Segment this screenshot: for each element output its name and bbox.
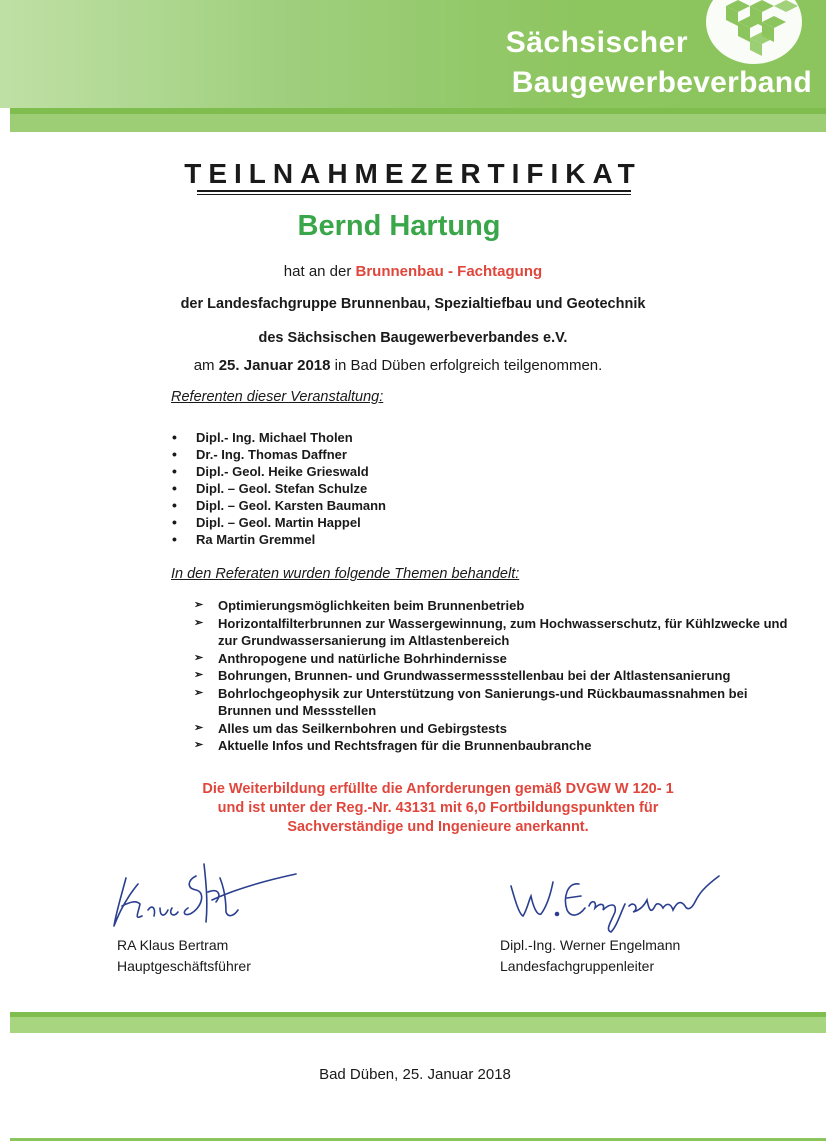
date-prefix: am xyxy=(193,357,219,374)
list-item: • Dipl.- Geol. Heike Grieswald xyxy=(172,463,386,480)
accreditation-note xyxy=(0,780,826,837)
signatory-right-name: Dipl.-Ing. Werner Engelmann xyxy=(500,937,681,953)
org-name-line1: Sächsischer xyxy=(505,26,688,59)
footer-stripe-light xyxy=(10,1017,826,1033)
list-item: ➢ Anthropogene und natürliche Bohrhindernisse xyxy=(194,650,794,668)
title-underline xyxy=(197,190,631,192)
organizer-line: der Landesfachgruppe Brunnenbau, Spezialtiefbau und Geotechnik xyxy=(180,296,646,312)
intro-prefix: hat an der xyxy=(283,263,356,280)
footer-rule xyxy=(10,1138,826,1141)
accreditation-line3: Sachverständige und Ingenieure anerkannt. xyxy=(287,819,589,835)
signature-left xyxy=(108,858,298,938)
cube-pattern-logo-icon xyxy=(704,0,804,64)
list-item: ➢ Bohrlochgeophysik zur Unterstützung von Sanierungs-und Rückbaumassnahmen bei Brunnen und Messstellen xyxy=(194,685,794,720)
signatory-right xyxy=(500,935,680,977)
signatory-left-role: Hauptgeschäftsführer xyxy=(117,958,251,974)
list-item: • Dipl. – Geol. Martin Happel xyxy=(172,514,386,531)
list-item: ➢ Aktuelle Infos und Rechtsfragen für die Brunnenbaubranche xyxy=(194,737,794,755)
event-name: Brunnenbau - Fachtagung xyxy=(355,263,543,280)
list-item: • Dipl. – Geol. Stefan Schulze xyxy=(172,480,386,497)
date-suffix: in Bad Düben erfolgreich teilgenommen. xyxy=(330,357,603,374)
speakers-list xyxy=(172,429,386,548)
list-item: ➢ Optimierungsmöglichkeiten beim Brunnenbetrieb xyxy=(194,597,794,615)
list-item: • Dipl. – Geol. Karsten Baumann xyxy=(172,497,386,514)
list-item: • Dipl.- Ing. Michael Tholen xyxy=(172,429,386,446)
header-stripe-light xyxy=(10,114,826,132)
accreditation-line2: und ist unter der Reg.-Nr. 43131 mit 6,0 Fortbildungspunkten für xyxy=(217,800,659,816)
certificate-title: TEILNAHMEZERTIFIKAT xyxy=(184,158,642,189)
intro-line xyxy=(0,263,826,280)
topics-heading: In den Referaten wurden folgende Themen behandelt: xyxy=(171,566,520,582)
event-date: 25. Januar 2018 xyxy=(218,357,331,374)
accreditation-line1: Die Weiterbildung erfüllte die Anforderungen gemäß DVGW W 120- 1 xyxy=(202,781,674,797)
list-item: ➢ Alles um das Seilkernbohren und Gebirgstests xyxy=(194,720,794,738)
association-line: des Sächsischen Baugewerbeverbandes e.V. xyxy=(258,330,568,346)
list-item: ➢ Horizontalfilterbrunnen zur Wassergewinnung, zum Hochwasserschutz, für Kühlzwecke und zur Grundwassersanierung im Altlastenbereich xyxy=(194,615,794,650)
signatory-right-role: Landesfachgruppenleiter xyxy=(500,958,655,974)
list-item: ➢ Bohrungen, Brunnen- und Grundwassermessstellenbau bei der Altlastensanierung xyxy=(194,667,794,685)
date-line xyxy=(0,357,796,374)
list-item: • Dr.- Ing. Thomas Daffner xyxy=(172,446,386,463)
signatory-left-name: RA Klaus Bertram xyxy=(117,937,229,953)
speakers-heading: Referenten dieser Veranstaltung: xyxy=(171,389,384,405)
recipient-name: Bernd Hartung xyxy=(297,210,501,242)
signatory-left xyxy=(117,935,251,977)
list-item: • Ra Martin Gremmel xyxy=(172,531,386,548)
signature-right xyxy=(505,870,725,940)
topics-list xyxy=(194,597,794,755)
org-name-line2: Baugewerbeverband xyxy=(511,66,812,99)
place-and-date: Bad Düben, 25. Januar 2018 xyxy=(319,1066,511,1083)
title-underline-thin xyxy=(197,194,631,195)
